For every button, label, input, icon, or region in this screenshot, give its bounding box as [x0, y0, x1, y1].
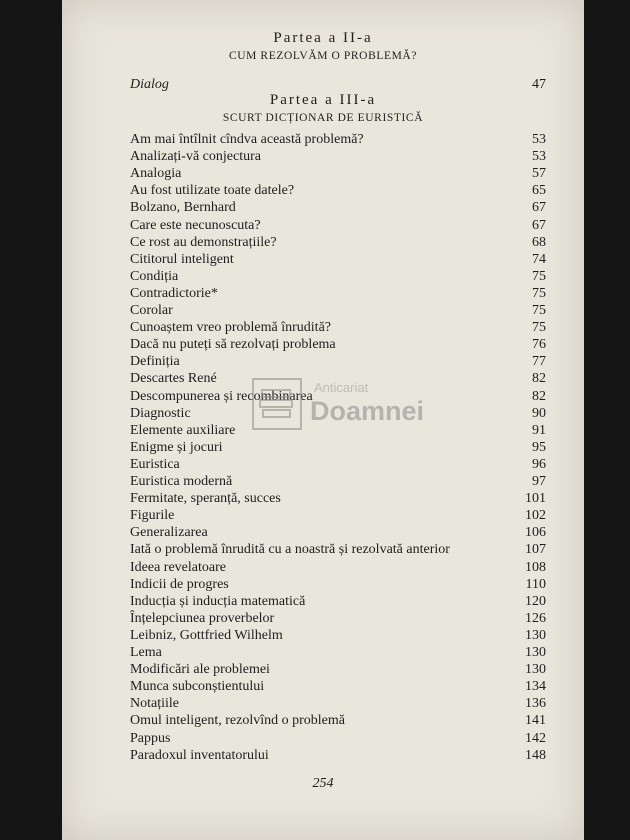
toc-entry	[130, 285, 546, 303]
toc-entry	[130, 747, 546, 765]
part-2-title: Partea a II-a	[273, 30, 373, 46]
toc-entry-title: Contradictorie*	[130, 285, 218, 301]
toc-entry-title: Corolar	[130, 303, 173, 318]
toc-entry	[130, 627, 546, 645]
toc-entry	[130, 524, 546, 542]
toc-entry-page: 75	[532, 285, 546, 301]
toc-entry	[130, 217, 546, 235]
toc-entry	[130, 268, 546, 286]
toc-entry-title: Generalizarea	[130, 525, 208, 541]
toc-entry	[130, 541, 546, 559]
toc-entry-title: Ideea revelatoare	[130, 559, 226, 575]
toc-entry-page: 53	[532, 149, 546, 165]
toc-entry	[130, 131, 546, 149]
toc-entry-page: 120	[525, 593, 546, 609]
toc-entry-page: 82	[532, 371, 546, 387]
toc-entry	[130, 559, 546, 577]
watermark-big-text: Doamnei	[310, 396, 425, 426]
toc-entry	[130, 319, 546, 337]
toc-entry-page: 65	[532, 183, 546, 199]
toc-entry	[130, 234, 546, 252]
toc-entry	[130, 473, 546, 491]
toc-entry-title: Paradoxul inventatorului	[130, 747, 269, 763]
toc-entry	[130, 593, 546, 611]
toc-entry	[130, 661, 546, 679]
toc-entry	[130, 730, 546, 748]
toc-entry-title: Inducția și inducția matematică	[130, 593, 306, 609]
toc-entry-page: 134	[525, 679, 546, 695]
toc-entry-page: 110	[525, 576, 546, 592]
toc-entry-title: Dialog	[130, 77, 169, 92]
part-3-subtitle: SCURT DICȚIONAR DE EURISTICĂ	[222, 112, 424, 124]
toc-entry-page: 74	[532, 251, 546, 267]
toc-entry-page: 136	[525, 696, 546, 712]
toc-entry-title: Analogia	[130, 166, 182, 182]
toc-entry-title: Lema	[130, 645, 162, 660]
toc-entry-title: Euristica	[130, 456, 180, 472]
toc-entry-page: 67	[532, 200, 546, 216]
toc-entry	[130, 490, 546, 508]
toc-entry-page: 130	[525, 627, 546, 643]
toc-entry-title: Diagnostic	[130, 405, 191, 421]
toc-entry-title: Analizați-vă conjectura	[130, 149, 261, 165]
toc-entry-title: Indicii de progres	[130, 576, 229, 592]
toc-entry-title: Descompunerea și recombinarea	[130, 388, 313, 404]
toc-entry-title: Dacă nu puteți să rezolvați problema	[130, 337, 336, 353]
toc-entry-title: Condiția	[130, 268, 179, 284]
toc-entry-page: 47	[532, 77, 546, 92]
toc-entry-page: 53	[532, 132, 546, 147]
toc-entry	[130, 678, 546, 696]
toc-entry	[130, 353, 546, 371]
page-number: 254	[312, 776, 334, 791]
toc-entry-page: 106	[525, 525, 546, 541]
toc-entry-title: Au fost utilizate toate datele?	[130, 183, 295, 199]
watermark-small-text: Anticariat	[314, 380, 369, 395]
toc-entry-title: Ce rost au demonstrațiile?	[130, 234, 277, 250]
watermark-logo	[252, 378, 462, 436]
toc-entry-title: Omul inteligent, rezolvînd o problemă	[130, 713, 346, 729]
toc-entry-page: 130	[525, 662, 546, 678]
toc-entry-page: 142	[525, 730, 546, 746]
book-page	[62, 0, 584, 840]
part-2-subtitle: CUM REZOLVĂM O PROBLEMĂ?	[228, 50, 418, 62]
toc-entry-title: Enigme și jocuri	[130, 439, 223, 455]
toc-entry-title: Cititorul inteligent	[130, 251, 234, 267]
toc-entry-title: Elemente auxiliare	[130, 422, 236, 438]
toc-entry-title: Euristica modernă	[130, 474, 233, 489]
toc-entry-title: Notațiile	[130, 696, 179, 712]
toc-entry	[130, 165, 546, 183]
toc-entry-page: 76	[532, 337, 546, 353]
toc-entry	[130, 695, 546, 713]
toc-entry-title: Am mai întîlnit cîndva această problemă?	[130, 132, 364, 147]
toc-entry-page: 82	[532, 388, 546, 404]
toc-entry	[130, 148, 546, 166]
toc-entry	[130, 251, 546, 269]
toc-entry-page: 102	[525, 508, 546, 524]
toc-entry-title: Bolzano, Bernhard	[130, 200, 236, 216]
toc-entry-page: 57	[532, 166, 546, 182]
toc-entry-title: Fermitate, speranță, succes	[130, 491, 281, 507]
toc-entry	[130, 644, 546, 662]
toc-entry	[130, 712, 546, 730]
toc-entry-page: 91	[532, 422, 546, 438]
toc-entry	[130, 610, 546, 628]
toc-entry-page: 68	[532, 234, 546, 250]
toc-entry-page: 67	[532, 217, 546, 233]
toc-entry	[130, 439, 546, 457]
toc-entry-title: Leibniz, Gottfried Wilhelm	[130, 627, 283, 643]
toc-entry-title: Iată o problemă înrudită cu a noastră și rezolvată anterior	[130, 542, 450, 558]
toc-entry-page: 75	[532, 303, 546, 318]
toc-entry-title: Care este necunoscuta?	[130, 217, 261, 233]
toc-entry-page: 108	[525, 559, 546, 575]
toc-entry-title: Modificări ale problemei	[130, 662, 270, 678]
toc-entry-page: 96	[532, 456, 546, 472]
book-stack-icon	[252, 378, 302, 430]
toc-entry-page: 75	[532, 268, 546, 284]
toc-entry-page: 148	[525, 747, 546, 763]
toc-entry-title: Descartes René	[130, 371, 217, 387]
toc-entry-title: Munca subconștientului	[130, 679, 265, 695]
toc-entry-page: 75	[532, 320, 546, 336]
toc-entry-title: Înțelepciunea proverbelor	[130, 610, 275, 626]
toc-entry-page: 126	[525, 610, 546, 626]
toc-entry-title: Definiția	[130, 354, 180, 370]
toc-entry-page: 101	[525, 491, 546, 507]
toc-entry	[130, 336, 546, 354]
toc-entry-page: 90	[532, 405, 546, 421]
toc-entry	[130, 182, 546, 200]
toc-entry	[130, 302, 546, 320]
toc-entry	[130, 456, 546, 474]
toc-entry-page: 107	[525, 542, 546, 558]
toc-entry-page: 130	[525, 645, 546, 660]
toc-entry	[130, 507, 546, 525]
toc-entry-title: Figurile	[130, 508, 175, 524]
part-3-title: Partea a III-a	[269, 92, 377, 108]
toc-entry	[130, 199, 546, 217]
toc-entry-page: 95	[532, 439, 546, 455]
toc-entry-title: Cunoaștem vreo problemă înrudită?	[130, 320, 331, 336]
toc-entry-title: Pappus	[130, 730, 171, 746]
toc-entry-page: 141	[525, 713, 546, 729]
toc-entry	[130, 576, 546, 594]
toc-entry-page: 77	[532, 354, 546, 370]
toc-entry-page: 97	[532, 474, 546, 489]
